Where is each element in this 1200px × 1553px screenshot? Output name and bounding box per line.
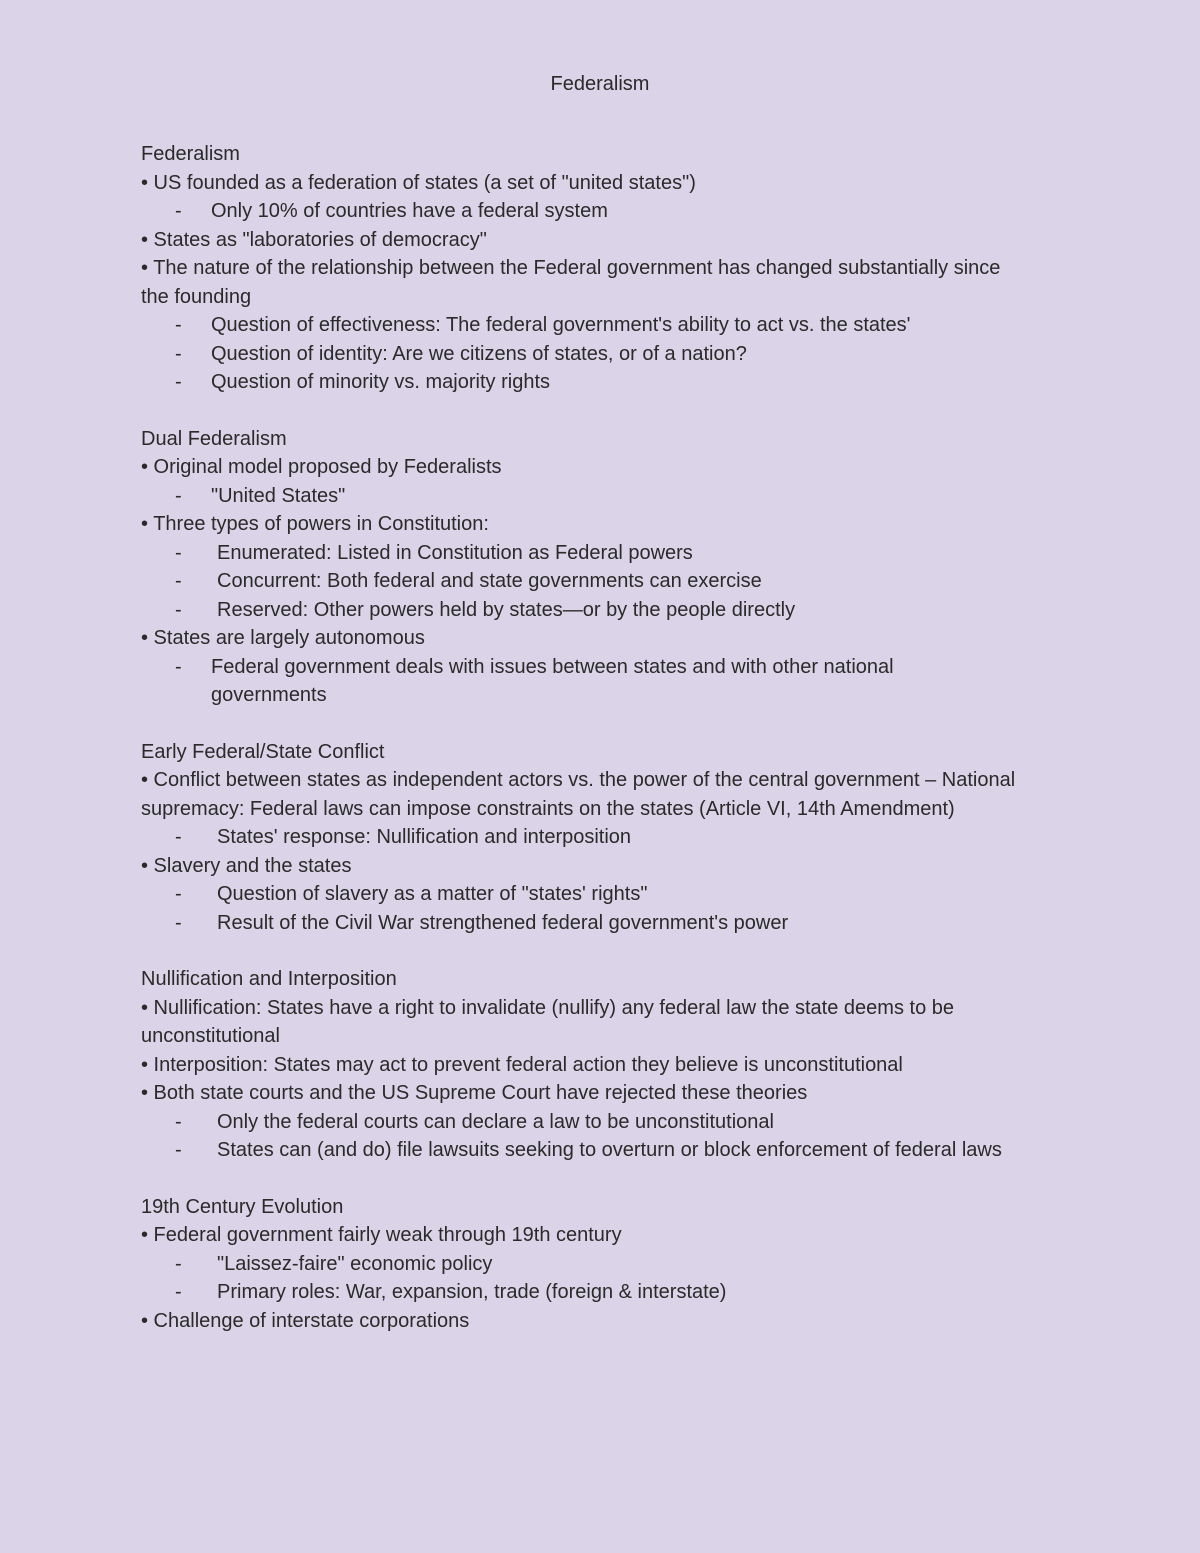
bullet-item: • Slavery and the states [141,854,352,877]
sub-item [141,1108,1020,1137]
sub-item-text: States' response: Nullification and interposition [217,826,632,848]
section-federalism [141,140,1020,397]
sub-item [141,880,1020,909]
bullet-item: • Federal government fairly weak through 19th century [141,1224,622,1246]
bullet-item: • The nature of the relationship between the Federal government has changed substantially since the founding [141,257,1001,308]
dash-marker: - [175,883,182,905]
sub-item [141,567,1020,596]
sub-item [141,596,1020,625]
sub-item-text: "United States" [211,484,346,507]
bullet-item: • States are largely autonomous [141,627,425,649]
bullet-item: • US founded as a federation of states (a set of "united states") [141,171,696,194]
section-heading: Dual Federalism [141,427,287,450]
sub-item-text: Question of effectiveness: The federal government's ability to act vs. the states' [211,314,911,336]
sub-item-text: Enumerated: Listed in Constitution as Federal powers [217,541,693,564]
sub-item-text: "Laissez-faire" economic policy [217,1252,493,1275]
sub-item-text: Federal government deals with issues between states and with other national governments [211,655,894,706]
sub-item [141,1250,1020,1279]
sub-item-text: Only 10% of countries have a federal system [211,200,608,222]
sub-item-text: States can (and do) file lawsuits seeking to overturn or block enforcement of federal laws [217,1139,1002,1161]
sub-item-text: Only the federal courts can declare a law to be unconstitutional [217,1110,774,1133]
document-title: Federalism [550,73,650,95]
bullet-item: • Interposition: States may act to prevent federal action they believe is unconstitutional [141,1053,903,1076]
bullet-item: • Three types of powers in Constitution: [141,513,489,535]
dash-marker: - [175,655,182,678]
dash-marker: - [175,1110,182,1133]
sub-item [141,1136,1020,1165]
sub-item-text: Result of the Civil War strengthened federal government's power [217,911,789,934]
section-early-conflict [141,738,1020,938]
section-dual-federalism [141,425,1020,710]
sub-item [141,1278,1020,1307]
bullet-item: • Challenge of interstate corporations [141,1309,470,1332]
section-heading: Federalism [141,143,240,165]
dash-marker: - [175,826,182,848]
bullet-item: • States as "laboratories of democracy" [141,228,487,251]
dash-marker: - [175,200,182,222]
sub-item [141,823,1020,852]
dash-marker: - [175,342,182,365]
section-19th-century [141,1193,1020,1336]
sub-item-text: Question of slavery as a matter of "states' rights" [217,883,648,905]
sub-item [141,197,1020,226]
bullet-item: • Both state courts and the US Supreme Court have rejected these theories [141,1082,808,1104]
dash-marker: - [175,541,182,564]
sub-item-text: Primary roles: War, expansion, trade (foreign & interstate) [217,1281,727,1303]
sub-item [141,482,1020,511]
section-heading: Early Federal/State Conflict [141,740,385,763]
dash-marker: - [175,570,182,592]
sub-item [141,909,1020,938]
dash-marker: - [175,1139,182,1161]
dash-marker: - [175,484,182,507]
sub-item [141,340,1020,369]
bullet-item: • Conflict between states as independent actors vs. the power of the central government – National supremacy: Federal laws can impose constraints on the states (Article VI, 14th Amendment) [141,769,1016,820]
sub-item [141,311,1020,340]
sub-item-text: Question of minority vs. majority rights [211,371,550,393]
dash-marker: - [175,314,182,336]
dash-marker: - [175,598,182,621]
dash-marker: - [175,1252,182,1275]
sub-item-text: Reserved: Other powers held by states—or by the people directly [217,598,796,621]
sub-item [141,539,1020,568]
section-heading: Nullification and Interposition [141,968,397,990]
bullet-item: • Nullification: States have a right to invalidate (nullify) any federal law the state deems to be unconstitutional [141,996,954,1047]
sub-item-text: Question of identity: Are we citizens of states, or of a nation? [211,342,747,365]
section-nullification [141,965,1020,1165]
dash-marker: - [175,371,182,393]
section-heading: 19th Century Evolution [141,1195,344,1218]
dash-marker: - [175,1281,182,1303]
sub-item [141,368,1020,397]
dash-marker: - [175,911,182,934]
bullet-item: • Original model proposed by Federalists [141,456,502,478]
sub-item-text: Concurrent: Both federal and state governments can exercise [217,570,762,592]
sub-item [141,653,1020,710]
